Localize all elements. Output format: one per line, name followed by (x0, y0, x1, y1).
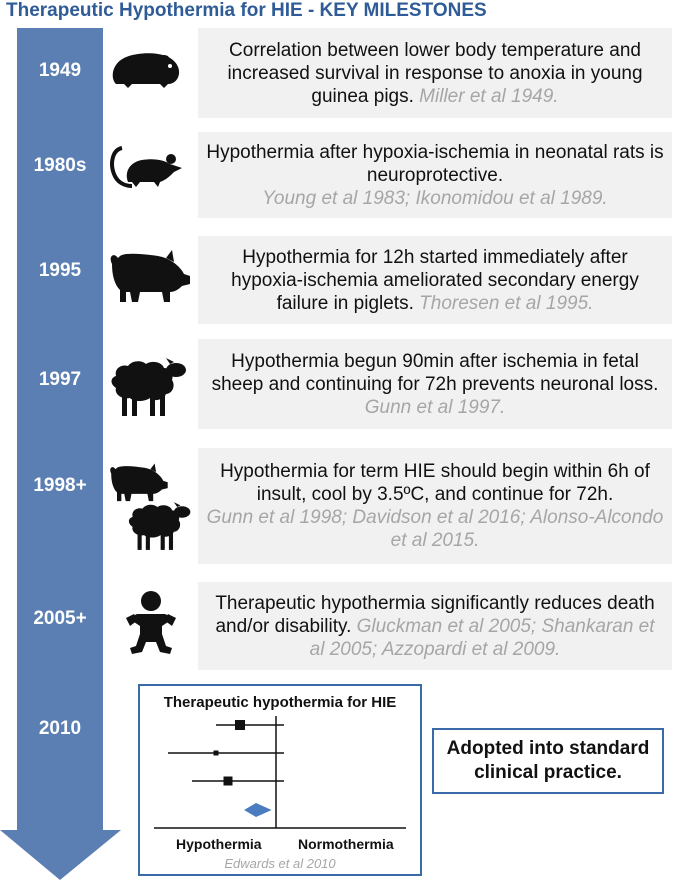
year-label: 1949 (38, 60, 82, 81)
year-label: 1998+ (33, 475, 87, 496)
pig-icon (106, 248, 192, 306)
milestone-reference: Miller et al 1949. (419, 85, 559, 107)
forest-plot-reference: Edwards et al 2010 (224, 856, 336, 871)
study-point-estimate (224, 777, 233, 786)
baby-icon (124, 590, 178, 656)
milestone-box (198, 582, 672, 670)
milestone-text: Hypothermia begun 90min after ischemia in fetal sheep and continuing for 72h prevents neuronal loss. (211, 350, 659, 395)
forest-plot-box (138, 684, 422, 876)
sheep-icon (108, 356, 188, 418)
pooled-estimate-diamond (244, 803, 272, 817)
milestone-box (198, 448, 672, 564)
milestone-reference: Gluckman et al 2005; Shankaran et al 2005; Azzopardi et al 2009. (309, 615, 655, 660)
milestone-text: Hypothermia for 12h started immediately after hypoxia-ischemia ameliorated secondary energy failure in piglets. (231, 246, 639, 314)
year-label: 1980s (33, 155, 87, 176)
milestone-reference: Gunn et al 1998; Davidson et al 2016; Alonso-Alcondo et al 2015. (206, 507, 664, 551)
milestone-reference: Thoresen et al 1995. (419, 292, 594, 314)
guinea-pig-icon (110, 50, 182, 90)
milestone-text: Hypothermia after hypoxia-ischemia in neonatal rats is neuroprotective. (206, 141, 664, 186)
year-label: 1997 (38, 369, 82, 390)
year-label: 2010 (38, 718, 82, 739)
adopted-box: Adopted into standard clinical practice. (432, 728, 664, 794)
forest-plot-title: Therapeutic hypothermia for HIE (163, 694, 397, 711)
sheep-icon (126, 500, 192, 552)
milestone-text: Correlation between lower body temperature and increased survival in response to anoxia in young guinea pigs. (227, 39, 643, 107)
year-label: 2005+ (33, 608, 87, 629)
study-point-estimate (214, 751, 219, 756)
forest-left-label: Hypothermia (176, 836, 262, 852)
study-point-estimate (235, 720, 245, 730)
forest-plot (140, 686, 420, 846)
milestone-box (198, 28, 672, 118)
milestone-text: Hypothermia for term HIE should begin within 6h of insult, cool by 3.5ºC, and continue for 72h. (220, 461, 650, 505)
milestone-text: Therapeutic hypothermia significantly reduces death and/or disability. (215, 592, 655, 637)
forest-right-label: Normothermia (298, 836, 394, 852)
pig-icon (106, 462, 170, 504)
milestone-box (198, 132, 672, 218)
year-label: 1995 (38, 260, 82, 281)
milestone-reference: Gunn et al 1997. (364, 396, 506, 418)
diagram-title: Therapeutic Hypothermia for HIE - KEY MILESTONES (6, 0, 487, 21)
milestone-reference: Young et al 1983; Ikonomidou et al 1989. (262, 187, 608, 209)
rat-icon (108, 142, 184, 190)
milestone-box (198, 339, 672, 429)
milestone-box (198, 236, 672, 324)
